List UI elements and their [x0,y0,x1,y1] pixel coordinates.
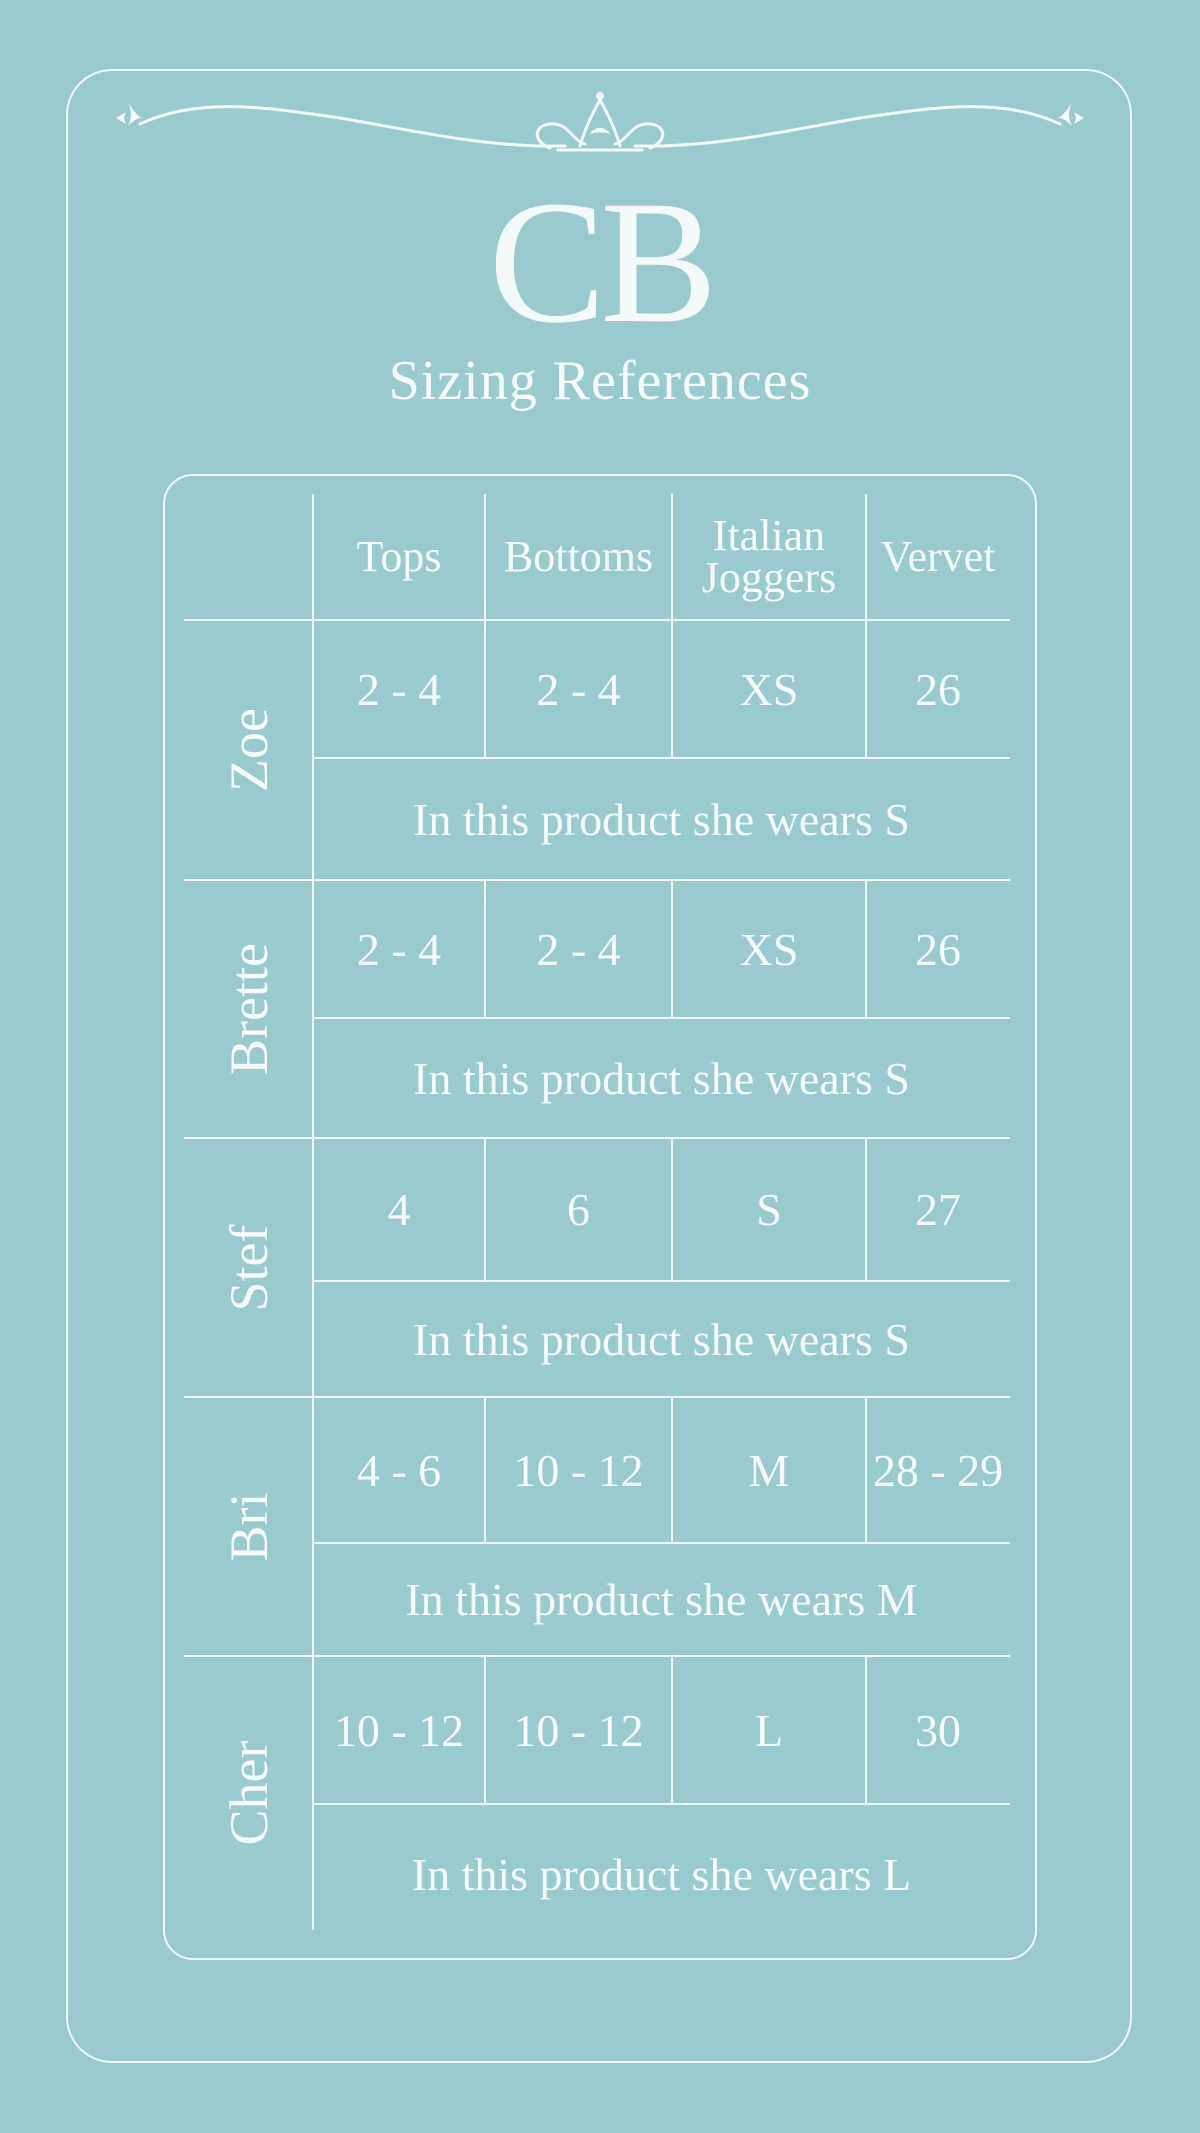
size-bottoms: 10 - 12 [513,1704,644,1756]
size-vervet: 30 [915,1704,961,1756]
brand-logo: CB [488,165,712,360]
model-name: Bri [219,1491,279,1562]
size-vervet: 28 - 29 [872,1444,1004,1496]
model-name-cell [186,1138,312,1397]
column-header-italian-line: Italian [712,511,826,560]
size-bottoms: 2 - 4 [536,663,621,715]
column-header-tops: Tops [356,532,442,581]
size-tops: 4 - 6 [356,1444,442,1496]
product-size-note: In this product she wears S [413,1313,910,1365]
product-size-note: In this product she wears L [411,1848,912,1900]
column-header-bottoms: Bottoms [503,532,654,581]
size-joggers: M [748,1444,790,1496]
product-size-note: In this product she wears M [405,1574,918,1625]
size-tops: 10 - 12 [333,1704,465,1756]
size-tops: 2 - 4 [356,663,442,715]
size-bottoms: 6 [567,1184,590,1235]
column-header-italian-joggers [672,494,866,620]
product-size-note: In this product she wears S [413,1052,910,1104]
size-joggers: L [754,1704,784,1756]
size-tops: 4 [387,1184,411,1235]
size-joggers: S [756,1184,782,1235]
size-bottoms: 2 - 4 [536,923,621,975]
column-header-vervet: Vervet [880,532,996,581]
flourish-ornament [110,88,1090,158]
size-vervet: 26 [915,923,961,975]
size-vervet: 27 [915,1184,961,1235]
column-header-joggers-line: Joggers [701,553,837,602]
model-name: Cher [219,1740,279,1846]
model-name: Stef [219,1224,279,1311]
product-size-note: In this product she wears S [413,793,910,845]
model-name: Zoe [219,708,279,792]
size-vervet: 26 [915,663,961,715]
model-name-cell [186,1656,312,1930]
size-bottoms: 10 - 12 [513,1444,644,1496]
model-name: Brette [219,943,279,1075]
size-joggers: XS [739,923,799,975]
size-joggers: XS [739,663,799,715]
model-name-cell [186,620,312,880]
model-name-cell [186,880,312,1138]
size-tops: 2 - 4 [356,923,442,975]
page-title: Sizing References [388,350,812,412]
model-name-cell [186,1397,312,1656]
